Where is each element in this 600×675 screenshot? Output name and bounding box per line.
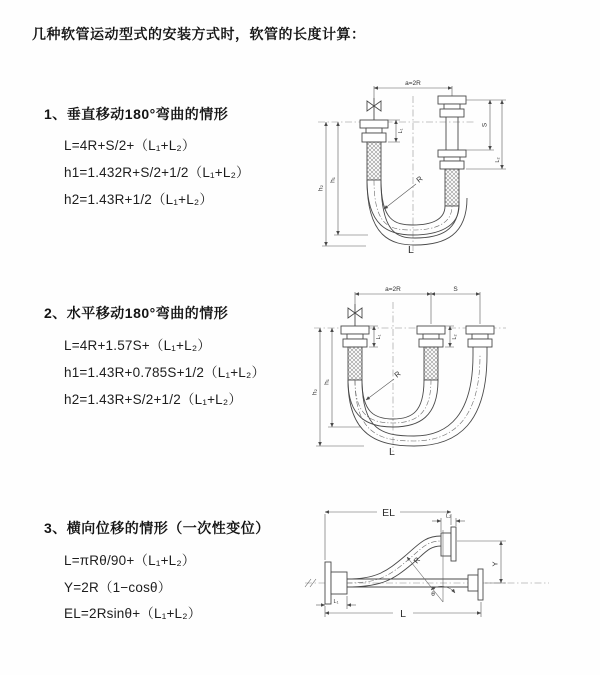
middle-flange [417, 326, 445, 380]
left-flange [360, 120, 388, 180]
dim-label-l: L [400, 608, 406, 620]
dim-label-s: S [481, 122, 489, 128]
section-2-formula-L: L=4R+1.57S+（L₁+L₂） [64, 338, 211, 353]
dim-label-h1: h₁ [323, 379, 331, 385]
section-3-heading: 3、横向位移的情形（一次性变位） [44, 520, 270, 536]
hose-u-bend-position2 [348, 355, 487, 446]
left-flange [325, 562, 347, 604]
dim-label-l1: L₁ [398, 128, 404, 134]
radius-callout [366, 369, 403, 400]
dimension-l2 [445, 326, 458, 347]
right-flange [478, 569, 483, 600]
diagram-vertical-180-bend [312, 76, 547, 254]
dim-label-l2: L₂ [495, 157, 501, 163]
section-2-formula-h1: h1=1.43R+0.785S+1/2（L₁+L₂） [64, 365, 266, 380]
dim-label-l1: L₁ [376, 334, 382, 340]
displaced-hose [347, 527, 456, 587]
dimension-l2 [495, 100, 502, 169]
right-flange [466, 326, 494, 355]
dimension-l1 [388, 120, 404, 142]
dim-label-s: S [453, 286, 458, 293]
right-braid-section [445, 169, 459, 206]
dim-label-l1: L₁ [333, 599, 339, 605]
dim-label-el: EL [382, 507, 395, 519]
diagram-horizontal-180-bend [308, 282, 553, 457]
dimension-h2 [318, 122, 367, 246]
left-braid-section [348, 347, 362, 380]
dimension-l1 [369, 326, 382, 347]
section-3-formula-EL: EL=2Rsinθ+（L₁+L₂） [64, 606, 202, 621]
left-braid-section [367, 142, 381, 180]
dim-label-h1: h₁ [329, 177, 337, 183]
dimension-s [431, 286, 480, 294]
section-1-formula-h1: h1=1.432R+S/2+1/2（L₁+L₂） [64, 165, 250, 180]
dim-label-y: Y [490, 561, 500, 567]
section-1-formula-L: L=4R+S/2+（L₁+L₂） [64, 138, 196, 153]
displaced-flange [451, 527, 456, 561]
dim-label-a2r: a=2R [385, 286, 401, 293]
dimension-l2 [432, 514, 465, 533]
dim-label-l: L [389, 446, 395, 457]
section-1-formula-h2: h2=1.43R+1/2（L₁+L₂） [64, 192, 214, 207]
valve-icon [367, 98, 381, 120]
dim-label-h2: h₂ [311, 388, 319, 396]
section-2-heading: 2、水平移动180°弯曲的情形 [44, 305, 229, 321]
dim-label-r: R [392, 369, 403, 380]
dim-label-theta: θ [431, 591, 435, 598]
dim-label-l: L [408, 244, 414, 254]
centerlines [311, 302, 506, 452]
dim-label-h2: h₂ [317, 184, 325, 192]
right-pipe-assembly [438, 96, 466, 206]
section-3-formula-L: L=πRθ/90+（L₁+L₂） [64, 553, 196, 568]
dim-label-l2: L₂ [452, 334, 458, 340]
diagram-lateral-displacement [301, 498, 566, 638]
dimension-a2r [374, 80, 452, 98]
radius-callout [384, 174, 425, 209]
section-3-formula-Y: Y=2R（1−cosθ） [64, 580, 172, 595]
dim-label-a2r: a=2R [405, 80, 421, 87]
dimension-a2r [355, 286, 480, 324]
page-title: 几种软管运动型式的安装方式时，软管的长度计算： [32, 26, 366, 42]
dimension-l1 [316, 596, 356, 609]
valve-icon [348, 304, 362, 326]
section-2-formula-h2: h2=1.43R+S/2+1/2（L₁+L₂） [64, 392, 243, 407]
middle-braid-section [424, 347, 438, 380]
left-flange [341, 326, 369, 380]
dim-label-l2: L₂ [445, 513, 452, 520]
straight-pipe-original-position [347, 569, 483, 600]
dimension-el [325, 507, 451, 560]
section-1-heading: 1、垂直移动180°弯曲的情形 [44, 106, 229, 122]
dim-label-r: R [414, 174, 425, 185]
dim-label-r: R [411, 555, 423, 566]
